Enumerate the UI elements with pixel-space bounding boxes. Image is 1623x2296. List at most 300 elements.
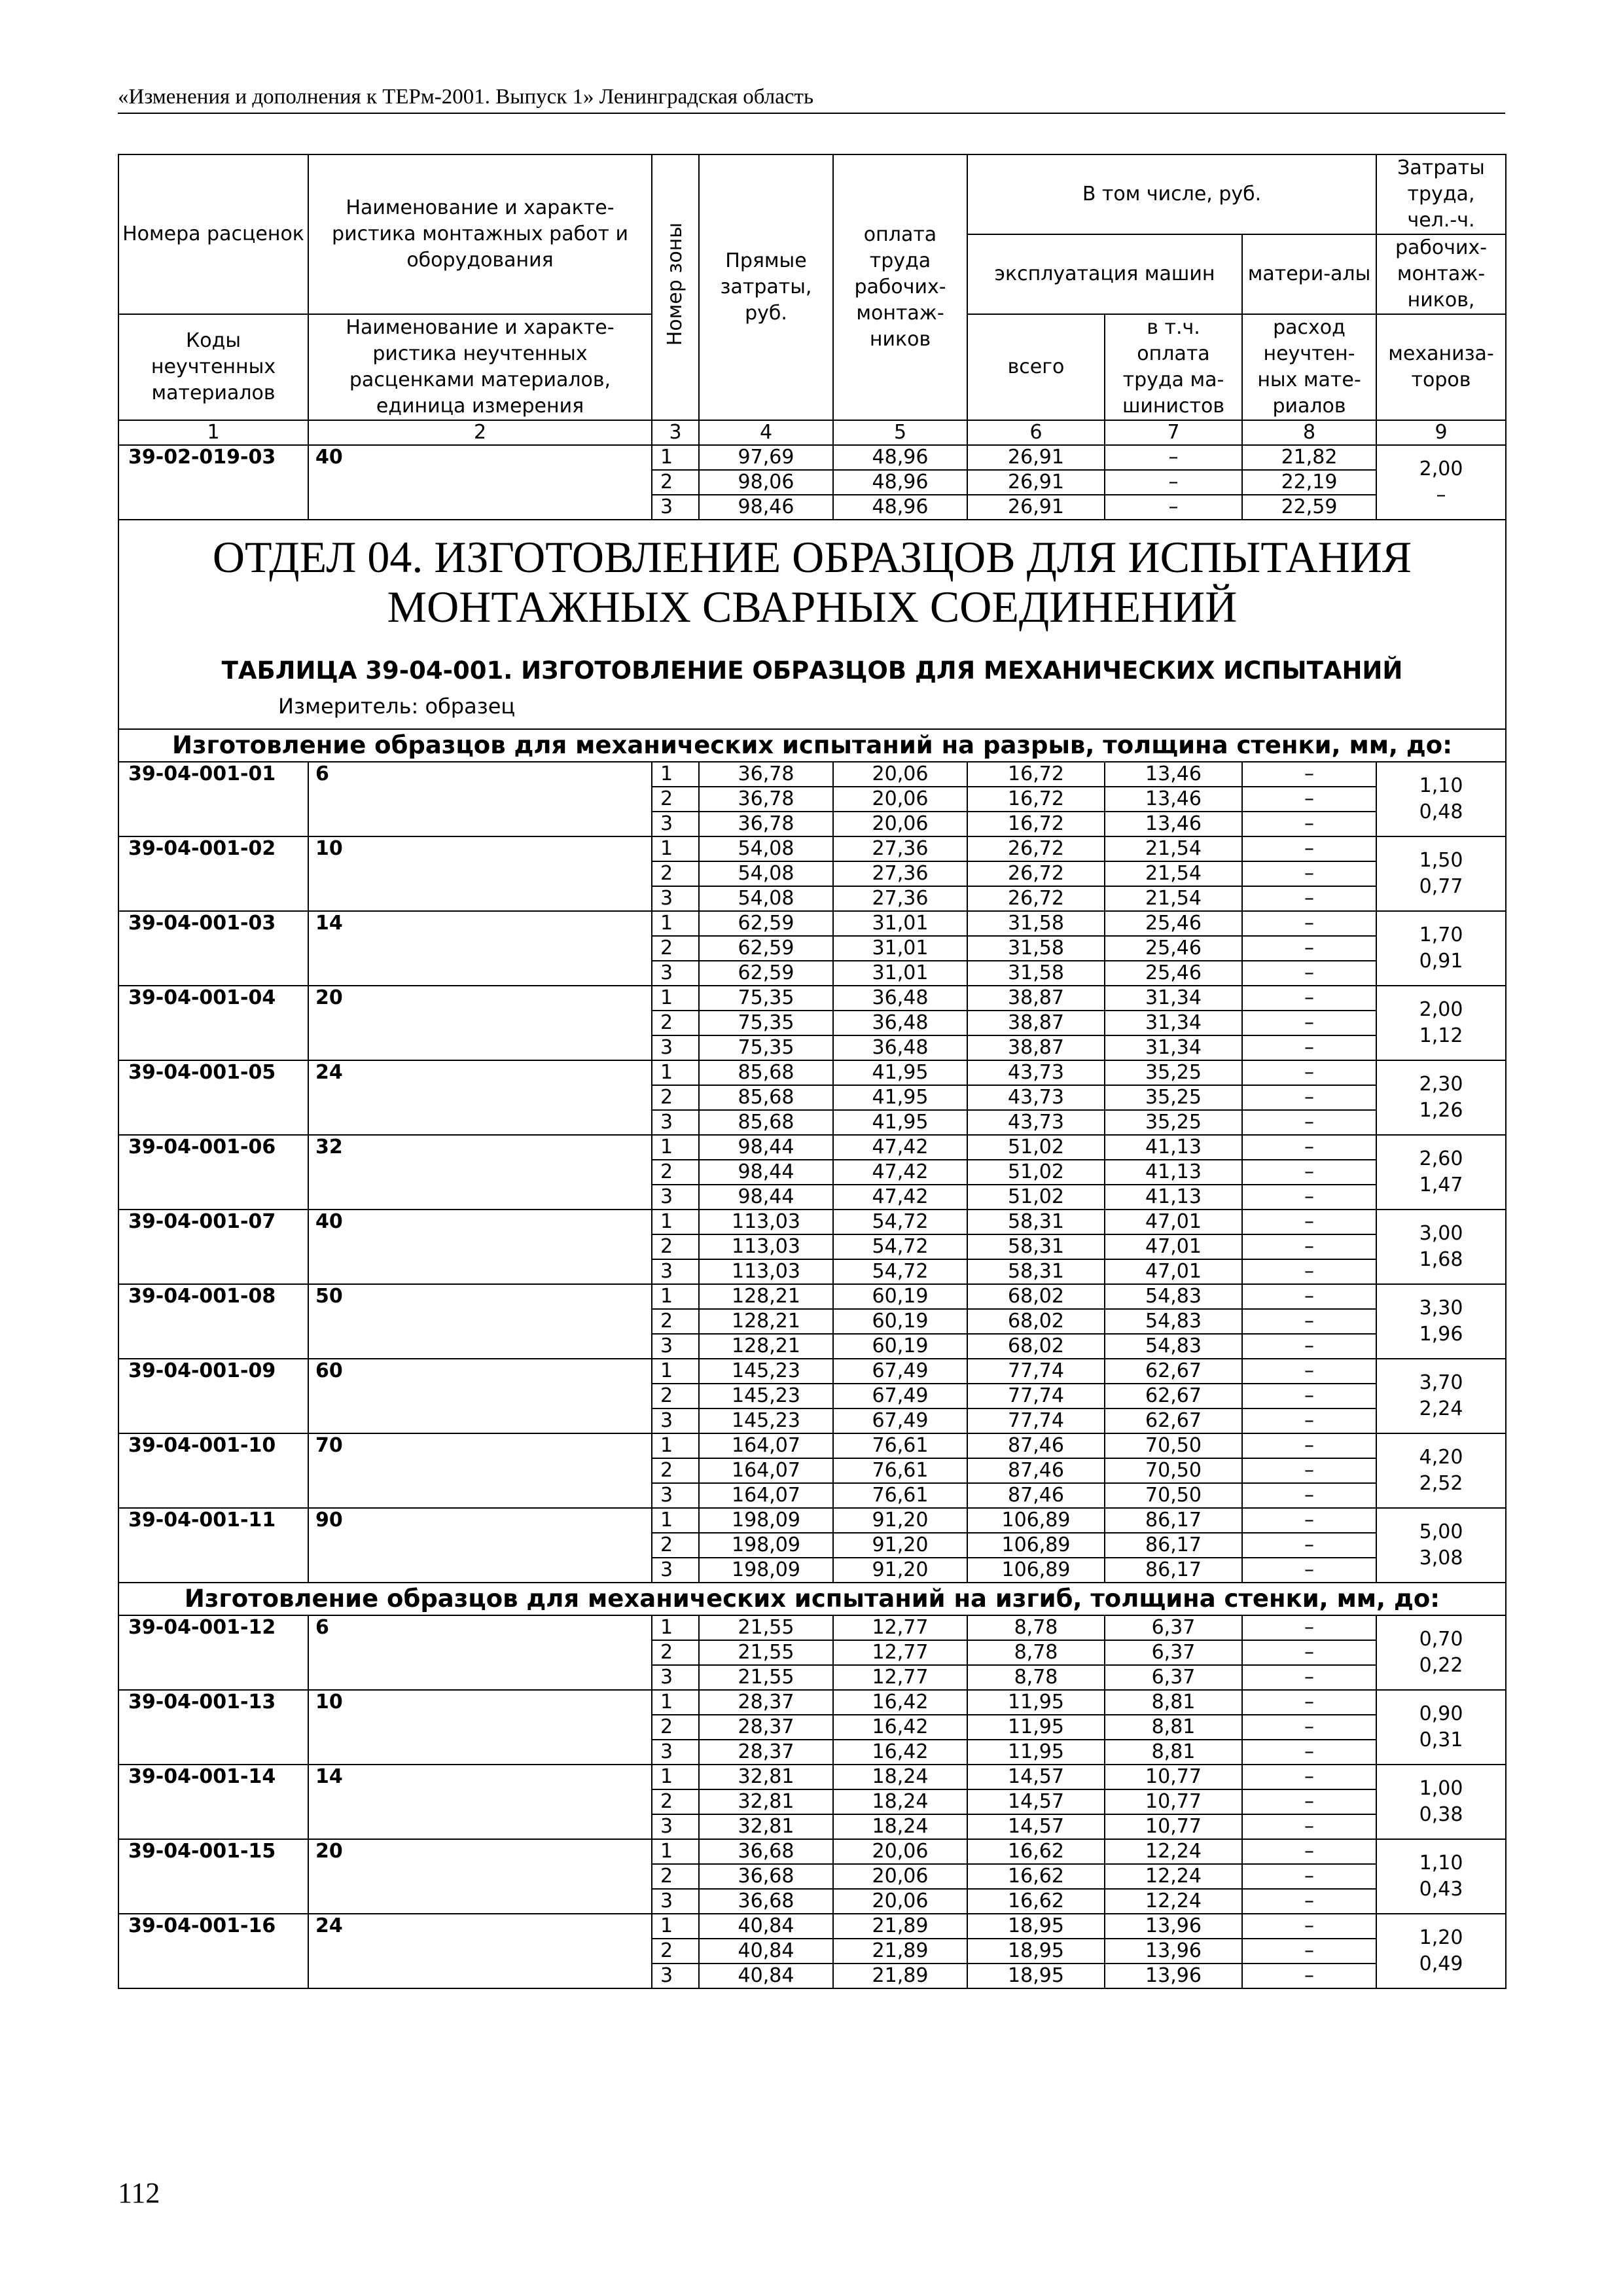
header-labor-workers: рабочих-монтаж-ников, xyxy=(1376,234,1506,314)
machine-cost: 43,73 xyxy=(967,1085,1105,1110)
machine-cost: 58,31 xyxy=(967,1259,1105,1284)
machinist-wages: 86,17 xyxy=(1105,1508,1242,1533)
machinist-wages: 13,46 xyxy=(1105,812,1242,836)
worker-wages: 41,95 xyxy=(833,1085,967,1110)
machinist-wages: 41,13 xyxy=(1105,1185,1242,1210)
machine-cost: 31,58 xyxy=(967,911,1105,936)
header-worker-wages: оплата труда рабочих-монтаж-ников xyxy=(833,154,967,420)
materials-cost: – xyxy=(1242,1060,1376,1085)
worker-wages: 76,61 xyxy=(833,1483,967,1508)
zone-number: 2 xyxy=(652,1309,699,1334)
column-number: 2 xyxy=(308,420,652,445)
worker-wages: 47,42 xyxy=(833,1160,967,1185)
materials-cost: – xyxy=(1242,1110,1376,1135)
labor-costs xyxy=(1376,1210,1506,1284)
rate-code: 39-04-001-12 xyxy=(118,1615,308,1690)
labor-machinists: 0,22 xyxy=(1419,1654,1463,1677)
machinist-wages: 12,24 xyxy=(1105,1889,1242,1914)
materials-cost: – xyxy=(1242,1839,1376,1864)
column-number-row xyxy=(118,420,1506,445)
worker-wages: 16,42 xyxy=(833,1690,967,1715)
rate-code: 39-04-001-13 xyxy=(118,1690,308,1765)
worker-wages: 20,06 xyxy=(833,1839,967,1864)
zone-number: 2 xyxy=(652,1384,699,1408)
worker-wages: 54,72 xyxy=(833,1259,967,1284)
direct-cost: 98,46 xyxy=(699,495,833,520)
zone-number: 3 xyxy=(652,1814,699,1839)
labor-machinists: 1,12 xyxy=(1419,1024,1463,1047)
zone-number: 2 xyxy=(652,1939,699,1964)
worker-wages: 76,61 xyxy=(833,1433,967,1458)
zone-number: 1 xyxy=(652,1284,699,1309)
labor-workers: 1,70 xyxy=(1419,924,1463,946)
labor-workers: 0,90 xyxy=(1419,1702,1463,1725)
rate-code: 39-04-001-02 xyxy=(118,836,308,911)
section-heading-block xyxy=(118,520,1506,729)
worker-wages: 31,01 xyxy=(833,961,967,986)
machinist-wages: 6,37 xyxy=(1105,1665,1242,1690)
machine-cost: 8,78 xyxy=(967,1640,1105,1665)
header-zone-number-label: Номер зоны xyxy=(664,223,687,346)
zone-number: 2 xyxy=(652,1011,699,1035)
zone-number: 2 xyxy=(652,1864,699,1889)
labor-costs xyxy=(1376,1060,1506,1135)
machinist-wages: 54,83 xyxy=(1105,1284,1242,1309)
header-material-codes: Коды неучтенных материалов xyxy=(118,314,308,420)
machine-cost: 43,73 xyxy=(967,1060,1105,1085)
materials-cost: – xyxy=(1242,1533,1376,1558)
direct-cost: 28,37 xyxy=(699,1740,833,1765)
materials-cost: – xyxy=(1242,1864,1376,1889)
materials-cost: – xyxy=(1242,812,1376,836)
machinist-wages: 54,83 xyxy=(1105,1334,1242,1359)
worker-wages: 67,49 xyxy=(833,1359,967,1384)
machinist-wages: 70,50 xyxy=(1105,1483,1242,1508)
machinist-wages: 8,81 xyxy=(1105,1690,1242,1715)
materials-cost: – xyxy=(1242,1789,1376,1814)
direct-cost: 62,59 xyxy=(699,936,833,961)
machinist-wages: 47,01 xyxy=(1105,1234,1242,1259)
rate-name: 60 xyxy=(308,1359,652,1433)
direct-cost: 164,07 xyxy=(699,1433,833,1458)
direct-cost: 145,23 xyxy=(699,1408,833,1433)
worker-wages: 12,77 xyxy=(833,1640,967,1665)
materials-cost: – xyxy=(1242,1690,1376,1715)
rate-name: 6 xyxy=(308,762,652,836)
machine-cost: 11,95 xyxy=(967,1690,1105,1715)
rate-name: 32 xyxy=(308,1135,652,1210)
zone-number: 1 xyxy=(652,1359,699,1384)
labor-machinists: 1,68 xyxy=(1419,1248,1463,1271)
zone-number: 1 xyxy=(652,1839,699,1864)
machine-cost: 16,62 xyxy=(967,1839,1105,1864)
header-machinist-wages: в т.ч. оплата труда ма-шинистов xyxy=(1105,314,1242,420)
machinist-wages: 31,34 xyxy=(1105,1035,1242,1060)
direct-cost: 40,84 xyxy=(699,1939,833,1964)
zone-number: 1 xyxy=(652,1433,699,1458)
materials-cost: – xyxy=(1242,1640,1376,1665)
header-machines-total: всего xyxy=(967,314,1105,420)
worker-wages: 18,24 xyxy=(833,1765,967,1789)
section-title-line: МОНТАЖНЫХ СВАРНЫХ СОЕДИНЕНИЙ xyxy=(387,582,1238,632)
worker-wages: 36,48 xyxy=(833,1035,967,1060)
machinist-wages: 62,67 xyxy=(1105,1359,1242,1384)
zone-number: 3 xyxy=(652,1408,699,1433)
worker-wages: 31,01 xyxy=(833,911,967,936)
worker-wages: 16,42 xyxy=(833,1715,967,1740)
machine-cost: 14,57 xyxy=(967,1789,1105,1814)
direct-cost: 28,37 xyxy=(699,1715,833,1740)
worker-wages: 48,96 xyxy=(833,470,967,495)
machinist-wages: 41,13 xyxy=(1105,1135,1242,1160)
rate-code: 39-04-001-06 xyxy=(118,1135,308,1210)
header-materials: матери-алы xyxy=(1242,234,1376,314)
machinist-wages: 31,34 xyxy=(1105,986,1242,1011)
labor-workers: 0,70 xyxy=(1419,1628,1463,1651)
direct-cost: 36,78 xyxy=(699,762,833,787)
rate-name: 24 xyxy=(308,1914,652,1988)
zone-number: 3 xyxy=(652,1665,699,1690)
zone-number: 2 xyxy=(652,936,699,961)
rate-name: 14 xyxy=(308,911,652,986)
zone-number: 3 xyxy=(652,1558,699,1583)
worker-wages: 20,06 xyxy=(833,787,967,812)
materials-cost: – xyxy=(1242,1558,1376,1583)
worker-wages: 27,36 xyxy=(833,861,967,886)
worker-wages: 36,48 xyxy=(833,1011,967,1035)
direct-cost: 164,07 xyxy=(699,1483,833,1508)
header-unaccounted-materials: расход неучтен-ных мате-риалов xyxy=(1242,314,1376,420)
machine-cost: 14,57 xyxy=(967,1765,1105,1789)
labor-costs xyxy=(1376,1508,1506,1583)
direct-cost: 32,81 xyxy=(699,1814,833,1839)
direct-cost: 113,03 xyxy=(699,1210,833,1234)
rate-code: 39-04-001-08 xyxy=(118,1284,308,1359)
machine-cost: 77,74 xyxy=(967,1384,1105,1408)
materials-cost: – xyxy=(1242,1964,1376,1988)
direct-cost: 36,78 xyxy=(699,787,833,812)
rate-name: 20 xyxy=(308,1839,652,1914)
machinist-wages: 13,46 xyxy=(1105,787,1242,812)
machine-cost: 77,74 xyxy=(967,1408,1105,1433)
direct-cost: 21,55 xyxy=(699,1640,833,1665)
table-row xyxy=(118,911,1506,936)
direct-cost: 54,08 xyxy=(699,861,833,886)
worker-wages: 91,20 xyxy=(833,1558,967,1583)
machine-cost: 106,89 xyxy=(967,1508,1105,1533)
labor-costs xyxy=(1376,1359,1506,1433)
direct-cost: 128,21 xyxy=(699,1284,833,1309)
labor-machinists: 0,43 xyxy=(1419,1878,1463,1901)
labor-workers: 1,20 xyxy=(1419,1926,1463,1949)
machinist-wages: 86,17 xyxy=(1105,1533,1242,1558)
materials-cost: – xyxy=(1242,1334,1376,1359)
subsection-title-bending: Изготовление образцов для механических испытаний на изгиб, толщина стенки, мм, до: xyxy=(118,1583,1506,1615)
machine-cost: 18,95 xyxy=(967,1939,1105,1964)
labor-costs xyxy=(1376,445,1506,520)
zone-number: 3 xyxy=(652,1740,699,1765)
machinist-wages: 25,46 xyxy=(1105,911,1242,936)
table-row xyxy=(118,1765,1506,1789)
machinist-wages: 35,25 xyxy=(1105,1085,1242,1110)
direct-cost: 145,23 xyxy=(699,1359,833,1384)
rate-code: 39-04-001-16 xyxy=(118,1914,308,1988)
zone-number: 3 xyxy=(652,812,699,836)
direct-cost: 36,68 xyxy=(699,1864,833,1889)
zone-number: 3 xyxy=(652,1889,699,1914)
zone-number: 1 xyxy=(652,1210,699,1234)
direct-cost: 85,68 xyxy=(699,1060,833,1085)
zone-number: 3 xyxy=(652,886,699,911)
table-row xyxy=(118,1060,1506,1085)
labor-costs xyxy=(1376,1765,1506,1839)
rate-code: 39-04-001-15 xyxy=(118,1839,308,1914)
direct-cost: 62,59 xyxy=(699,961,833,986)
table-row xyxy=(118,1914,1506,1939)
direct-cost: 113,03 xyxy=(699,1259,833,1284)
subsection-title-tension: Изготовление образцов для механических испытаний на разрыв, толщина стенки, мм, до: xyxy=(118,729,1506,762)
labor-workers: 2,60 xyxy=(1419,1147,1463,1170)
machine-cost: 26,72 xyxy=(967,886,1105,911)
materials-cost: – xyxy=(1242,1508,1376,1533)
materials-cost: – xyxy=(1242,1408,1376,1433)
zone-number: 1 xyxy=(652,445,699,470)
labor-costs xyxy=(1376,1284,1506,1359)
table-title: ТАБЛИЦА 39-04-001. ИЗГОТОВЛЕНИЕ ОБРАЗЦОВ ДЛЯ МЕХАНИЧЕСКИХ ИСПЫТАНИЙ xyxy=(221,656,1403,685)
machinist-wages: – xyxy=(1105,445,1242,470)
machinist-wages: 47,01 xyxy=(1105,1210,1242,1234)
materials-cost: – xyxy=(1242,986,1376,1011)
header-in-total: В том числе, руб. xyxy=(967,154,1376,234)
materials-cost: – xyxy=(1242,1914,1376,1939)
machinist-wages: 47,01 xyxy=(1105,1259,1242,1284)
page-number: 112 xyxy=(118,2177,160,2209)
machine-cost: 26,91 xyxy=(967,445,1105,470)
rate-name: 14 xyxy=(308,1765,652,1839)
machine-cost: 68,02 xyxy=(967,1309,1105,1334)
zone-number: 2 xyxy=(652,787,699,812)
direct-cost: 40,84 xyxy=(699,1964,833,1988)
running-header: «Изменения и дополнения к ТЕРм-2001. Выпуск 1» Ленинградская область xyxy=(118,84,1505,114)
machine-cost: 26,72 xyxy=(967,861,1105,886)
materials-cost: – xyxy=(1242,1210,1376,1234)
direct-cost: 28,37 xyxy=(699,1690,833,1715)
direct-cost: 85,68 xyxy=(699,1085,833,1110)
machinist-wages: 70,50 xyxy=(1105,1433,1242,1458)
column-number: 9 xyxy=(1376,420,1506,445)
worker-wages: 12,77 xyxy=(833,1665,967,1690)
materials-cost: – xyxy=(1242,911,1376,936)
column-number: 1 xyxy=(118,420,308,445)
direct-cost: 36,68 xyxy=(699,1889,833,1914)
zone-number: 2 xyxy=(652,470,699,495)
materials-cost: – xyxy=(1242,1715,1376,1740)
header-labor-costs: Затраты труда, чел.-ч. xyxy=(1376,154,1506,234)
labor-workers: 2,00 xyxy=(1419,457,1463,480)
materials-cost: – xyxy=(1242,1160,1376,1185)
materials-cost: – xyxy=(1242,1939,1376,1964)
machine-cost: 16,72 xyxy=(967,787,1105,812)
materials-cost: – xyxy=(1242,787,1376,812)
materials-cost: – xyxy=(1242,1085,1376,1110)
worker-wages: 20,06 xyxy=(833,1864,967,1889)
measurer-unit: Измеритель: образец xyxy=(278,694,516,719)
machine-cost: 16,62 xyxy=(967,1889,1105,1914)
direct-cost: 21,55 xyxy=(699,1665,833,1690)
direct-cost: 198,09 xyxy=(699,1558,833,1583)
header-zone-number xyxy=(652,154,699,420)
machine-cost: 16,72 xyxy=(967,762,1105,787)
header-material-description: Наименование и характе-ристика неучтенных расценками материалов, единица измерения xyxy=(308,314,652,420)
machinist-wages: 6,37 xyxy=(1105,1640,1242,1665)
zone-number: 2 xyxy=(652,1234,699,1259)
zone-number: 1 xyxy=(652,1508,699,1533)
labor-costs xyxy=(1376,1690,1506,1765)
worker-wages: 54,72 xyxy=(833,1234,967,1259)
direct-cost: 198,09 xyxy=(699,1533,833,1558)
worker-wages: 91,20 xyxy=(833,1533,967,1558)
labor-costs xyxy=(1376,1615,1506,1690)
labor-machinists: 0,91 xyxy=(1419,950,1463,973)
machine-cost: 87,46 xyxy=(967,1458,1105,1483)
labor-machinists: 0,38 xyxy=(1419,1803,1463,1826)
machinist-wages: 13,96 xyxy=(1105,1939,1242,1964)
direct-cost: 198,09 xyxy=(699,1508,833,1533)
rate-name: 6 xyxy=(308,1615,652,1690)
machine-cost: 51,02 xyxy=(967,1185,1105,1210)
machine-cost: 14,57 xyxy=(967,1814,1105,1839)
zone-number: 2 xyxy=(652,1533,699,1558)
subsection-row xyxy=(118,729,1506,762)
materials-cost: – xyxy=(1242,836,1376,861)
rate-code: 39-04-001-11 xyxy=(118,1508,308,1583)
machine-cost: 16,72 xyxy=(967,812,1105,836)
direct-cost: 145,23 xyxy=(699,1384,833,1408)
labor-costs xyxy=(1376,1135,1506,1210)
rate-name: 90 xyxy=(308,1508,652,1583)
machine-cost: 68,02 xyxy=(967,1284,1105,1309)
materials-cost: – xyxy=(1242,1035,1376,1060)
machine-cost: 11,95 xyxy=(967,1740,1105,1765)
rate-name: 20 xyxy=(308,986,652,1060)
worker-wages: 18,24 xyxy=(833,1814,967,1839)
table-row xyxy=(118,1135,1506,1160)
direct-cost: 36,68 xyxy=(699,1839,833,1864)
worker-wages: 21,89 xyxy=(833,1914,967,1939)
machinist-wages: 35,25 xyxy=(1105,1110,1242,1135)
labor-machinists: 1,47 xyxy=(1419,1174,1463,1196)
materials-cost: – xyxy=(1242,1433,1376,1458)
worker-wages: 41,95 xyxy=(833,1060,967,1085)
machinist-wages: 8,81 xyxy=(1105,1715,1242,1740)
worker-wages: 31,01 xyxy=(833,936,967,961)
table-row xyxy=(118,1210,1506,1234)
machine-cost: 26,91 xyxy=(967,495,1105,520)
zone-number: 3 xyxy=(652,495,699,520)
machinist-wages: 6,37 xyxy=(1105,1615,1242,1640)
labor-costs xyxy=(1376,1839,1506,1914)
materials-cost: – xyxy=(1242,886,1376,911)
machinist-wages: 10,77 xyxy=(1105,1765,1242,1789)
worker-wages: 20,06 xyxy=(833,812,967,836)
header-work-description: Наименование и характе-ристика монтажных работ и оборудования xyxy=(308,154,652,314)
worker-wages: 48,96 xyxy=(833,445,967,470)
zone-number: 2 xyxy=(652,1715,699,1740)
direct-cost: 98,44 xyxy=(699,1135,833,1160)
zone-number: 2 xyxy=(652,1085,699,1110)
materials-cost: – xyxy=(1242,1889,1376,1914)
worker-wages: 21,89 xyxy=(833,1939,967,1964)
machine-cost: 77,74 xyxy=(967,1359,1105,1384)
machine-cost: 58,31 xyxy=(967,1234,1105,1259)
labor-costs xyxy=(1376,1914,1506,1988)
materials-cost: – xyxy=(1242,1135,1376,1160)
zone-number: 1 xyxy=(652,911,699,936)
header-machine-operation: эксплуатация машин xyxy=(967,234,1242,314)
machinist-wages: 21,54 xyxy=(1105,836,1242,861)
column-number: 4 xyxy=(699,420,833,445)
column-number: 7 xyxy=(1105,420,1242,445)
labor-costs xyxy=(1376,911,1506,986)
direct-cost: 128,21 xyxy=(699,1309,833,1334)
zone-number: 1 xyxy=(652,1135,699,1160)
rate-code: 39-04-001-10 xyxy=(118,1433,308,1508)
labor-workers: 2,30 xyxy=(1419,1073,1463,1096)
rate-code: 39-02-019-03 xyxy=(118,445,308,520)
labor-machinists: 0,31 xyxy=(1419,1729,1463,1751)
machine-cost: 51,02 xyxy=(967,1135,1105,1160)
table-row xyxy=(118,986,1506,1011)
zone-number: 3 xyxy=(652,1259,699,1284)
materials-cost: – xyxy=(1242,861,1376,886)
materials-cost: – xyxy=(1242,1814,1376,1839)
direct-cost: 21,55 xyxy=(699,1615,833,1640)
price-table xyxy=(118,154,1507,1989)
machinist-wages: 21,54 xyxy=(1105,861,1242,886)
zone-number: 1 xyxy=(652,1060,699,1085)
machine-cost: 8,78 xyxy=(967,1615,1105,1640)
direct-cost: 97,69 xyxy=(699,445,833,470)
section-row xyxy=(118,520,1506,729)
column-number: 6 xyxy=(967,420,1105,445)
machinist-wages: 41,13 xyxy=(1105,1160,1242,1185)
machinist-wages: 25,46 xyxy=(1105,936,1242,961)
column-number: 8 xyxy=(1242,420,1376,445)
table-row xyxy=(118,762,1506,787)
machinist-wages: 13,46 xyxy=(1105,762,1242,787)
labor-workers: 1,10 xyxy=(1419,1852,1463,1874)
labor-machinists: 0,49 xyxy=(1419,1952,1463,1975)
labor-costs xyxy=(1376,986,1506,1060)
machinist-wages: 31,34 xyxy=(1105,1011,1242,1035)
machine-cost: 106,89 xyxy=(967,1558,1105,1583)
direct-cost: 113,03 xyxy=(699,1234,833,1259)
worker-wages: 27,36 xyxy=(833,886,967,911)
direct-cost: 54,08 xyxy=(699,886,833,911)
section-title-line: ОТДЕЛ 04. ИЗГОТОВЛЕНИЕ ОБРАЗЦОВ ДЛЯ ИСПЫТАНИЯ xyxy=(212,532,1412,582)
worker-wages: 47,42 xyxy=(833,1135,967,1160)
column-number: 3 xyxy=(652,420,699,445)
labor-machinists: 2,24 xyxy=(1419,1397,1463,1420)
worker-wages: 60,19 xyxy=(833,1284,967,1309)
labor-workers: 1,00 xyxy=(1419,1777,1463,1800)
machine-cost: 58,31 xyxy=(967,1210,1105,1234)
machine-cost: 8,78 xyxy=(967,1665,1105,1690)
materials-cost: – xyxy=(1242,1765,1376,1789)
materials-cost: – xyxy=(1242,1740,1376,1765)
machine-cost: 11,95 xyxy=(967,1715,1105,1740)
header-direct-costs: Прямые затраты, руб. xyxy=(699,154,833,420)
